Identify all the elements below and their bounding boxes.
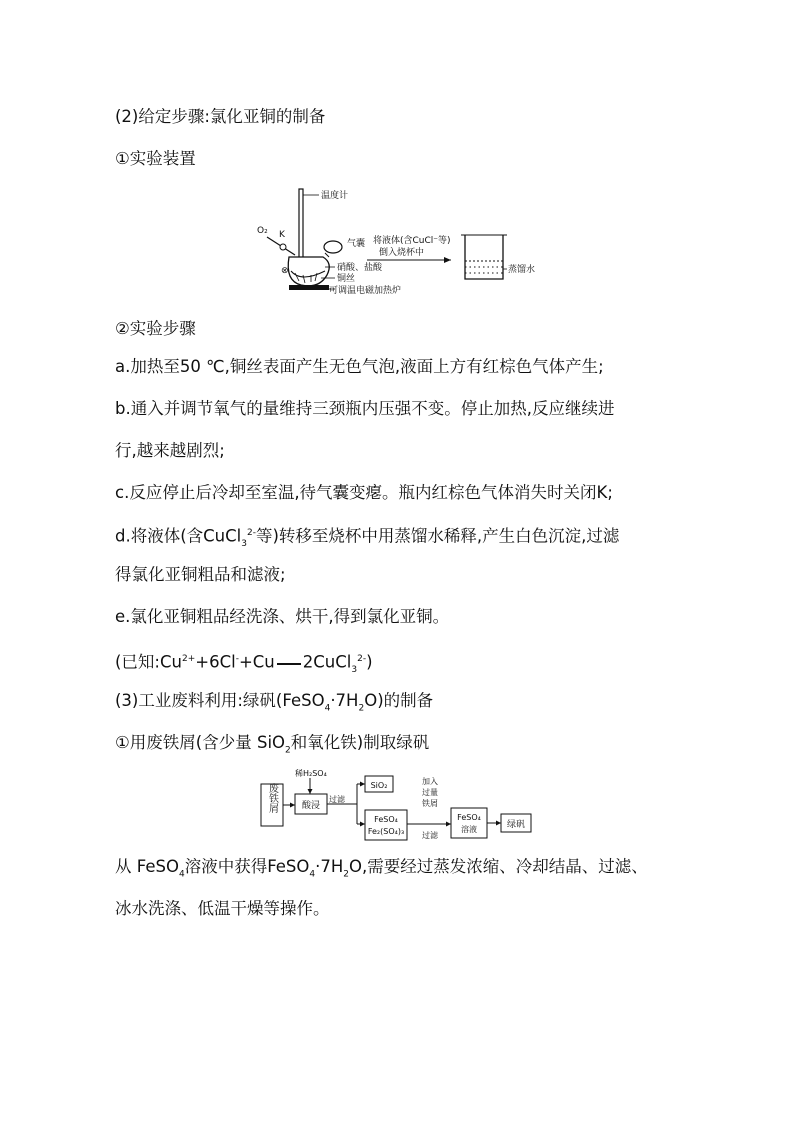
para-part: O,需要经过蒸发浓缩、冷却结晶、过滤、	[349, 857, 648, 876]
acid-label: 硝酸、盐酸	[337, 263, 383, 273]
step-a: a.加热至50 ℃,铜丝表面产生无色气泡,液面上方有红棕色气体产生;	[115, 357, 604, 376]
section3-para-line1	[115, 856, 648, 885]
thermometer-icon	[299, 189, 303, 261]
o2-label: O₂	[257, 226, 268, 236]
eq-sup: 2+	[181, 654, 196, 664]
step-d-pre: d.将液体(含	[115, 526, 204, 546]
flow-filter2-label: 过滤	[422, 831, 438, 840]
flow-product-label: 绿矾	[506, 820, 526, 830]
eq-sup: -	[235, 654, 239, 664]
equals-bar	[277, 663, 301, 665]
section3-para-line2: 冰水洗涤、低温干燥等操作。	[115, 899, 330, 918]
eq-part: )	[366, 652, 373, 672]
flow-sol-line2: 溶液	[461, 825, 477, 834]
water-label: 蒸馏水	[508, 265, 536, 275]
heading-part: O)的制备	[364, 691, 434, 710]
sub1-part: 和氧化铁)制取绿矾	[290, 733, 430, 752]
eq-part: 2CuCl	[302, 652, 352, 672]
flow-mix-line2: Fe₂(SO₄)₃	[367, 827, 405, 836]
step-b-line1: b.通入并调节氧气的量维持三颈瓶内压强不变。停止加热,反应继续进	[115, 399, 615, 418]
sub1-part: ①用废铁屑(含少量 SiO	[115, 733, 286, 752]
eq-part: (已知:Cu	[115, 652, 182, 672]
para-part: ·7H	[315, 857, 344, 876]
para-sub: 2	[343, 869, 350, 880]
section3-heading	[115, 690, 433, 719]
step-d-sub: 3	[241, 538, 247, 549]
beaker-icon	[465, 235, 503, 279]
transfer-label-line1: 将液体(含CuCl⁻等)	[373, 236, 451, 246]
airbag-label: 气囊	[347, 239, 366, 249]
eq-part: +6Cl	[195, 652, 236, 672]
step-c: c.反应停止后冷却至室温,待气囊变瘪。瓶内红棕色气体消失时关闭K;	[115, 483, 613, 502]
para-part: 溶液中获得FeSO	[184, 857, 310, 876]
heading-part: (3)工业废料利用:绿矾(FeSO	[115, 691, 325, 710]
airbag-icon	[324, 241, 342, 253]
heading-part: ·7H	[330, 691, 359, 710]
flow-sio2-label: SiO₂	[370, 781, 388, 790]
eq-sup: 2-	[357, 654, 367, 664]
section2-heading: (2)给定步骤:氯化亚铜的制备	[115, 107, 326, 126]
wire-label: 铜丝	[337, 274, 356, 284]
valve-k-icon	[280, 244, 286, 250]
heater-label: 可调温电磁加热炉	[329, 286, 402, 296]
step-b-line2: 行,越来越剧烈;	[115, 441, 225, 460]
device-heading: ①实验装置	[115, 149, 196, 168]
step-e: e.氯化亚铜粗品经洗涤、烘干,得到氯化亚铜。	[115, 607, 450, 626]
flow-acid-label: 稀H₂SO₄	[295, 769, 327, 778]
transfer-label-line2: 倒入烧杯中	[379, 248, 425, 258]
step-d-line2: 得氯化亚铜粗品和滤液;	[115, 565, 286, 584]
apparatus-figure	[255, 185, 555, 300]
k-label: K	[279, 230, 285, 240]
thermometer-label: 温度计	[321, 191, 349, 201]
flow-filter1-label: 过滤	[329, 795, 345, 804]
eq-sub: 3	[351, 664, 358, 675]
steps-heading: ②实验步骤	[115, 319, 196, 338]
flow-add-line1: 加入	[422, 777, 438, 786]
para-sub: 4	[309, 869, 316, 880]
step-d-sup: 2-	[246, 528, 256, 538]
flow-add-line2: 过量	[422, 788, 438, 797]
para-part: 从 FeSO	[115, 857, 179, 876]
flow-figure	[255, 768, 545, 846]
svg-text:⊗: ⊗	[281, 266, 289, 276]
step-d-line1	[115, 522, 619, 555]
known-equation	[115, 648, 373, 681]
step-d-post: 等)转移至烧杯中用蒸馏水稀释,产生白色沉淀,过滤	[255, 526, 620, 546]
flow-mix-line1: FeSO₄	[374, 815, 398, 824]
flow-start-label: 废铁屑	[266, 783, 278, 813]
para-sub: 4	[178, 869, 185, 880]
eq-part: +Cu	[238, 652, 275, 672]
heading-sub: 4	[324, 703, 331, 714]
sub1-sub: 2	[285, 745, 291, 756]
arrow-right-icon	[444, 257, 451, 263]
flow-add-line3: 铁屑	[422, 799, 438, 808]
heading-sub: 2	[358, 703, 365, 714]
flow-sol-line1: FeSO₄	[457, 813, 481, 822]
step-d-formula: CuCl	[203, 526, 242, 546]
section3-sub1	[115, 732, 429, 761]
flow-leach-label: 酸浸	[301, 801, 321, 811]
